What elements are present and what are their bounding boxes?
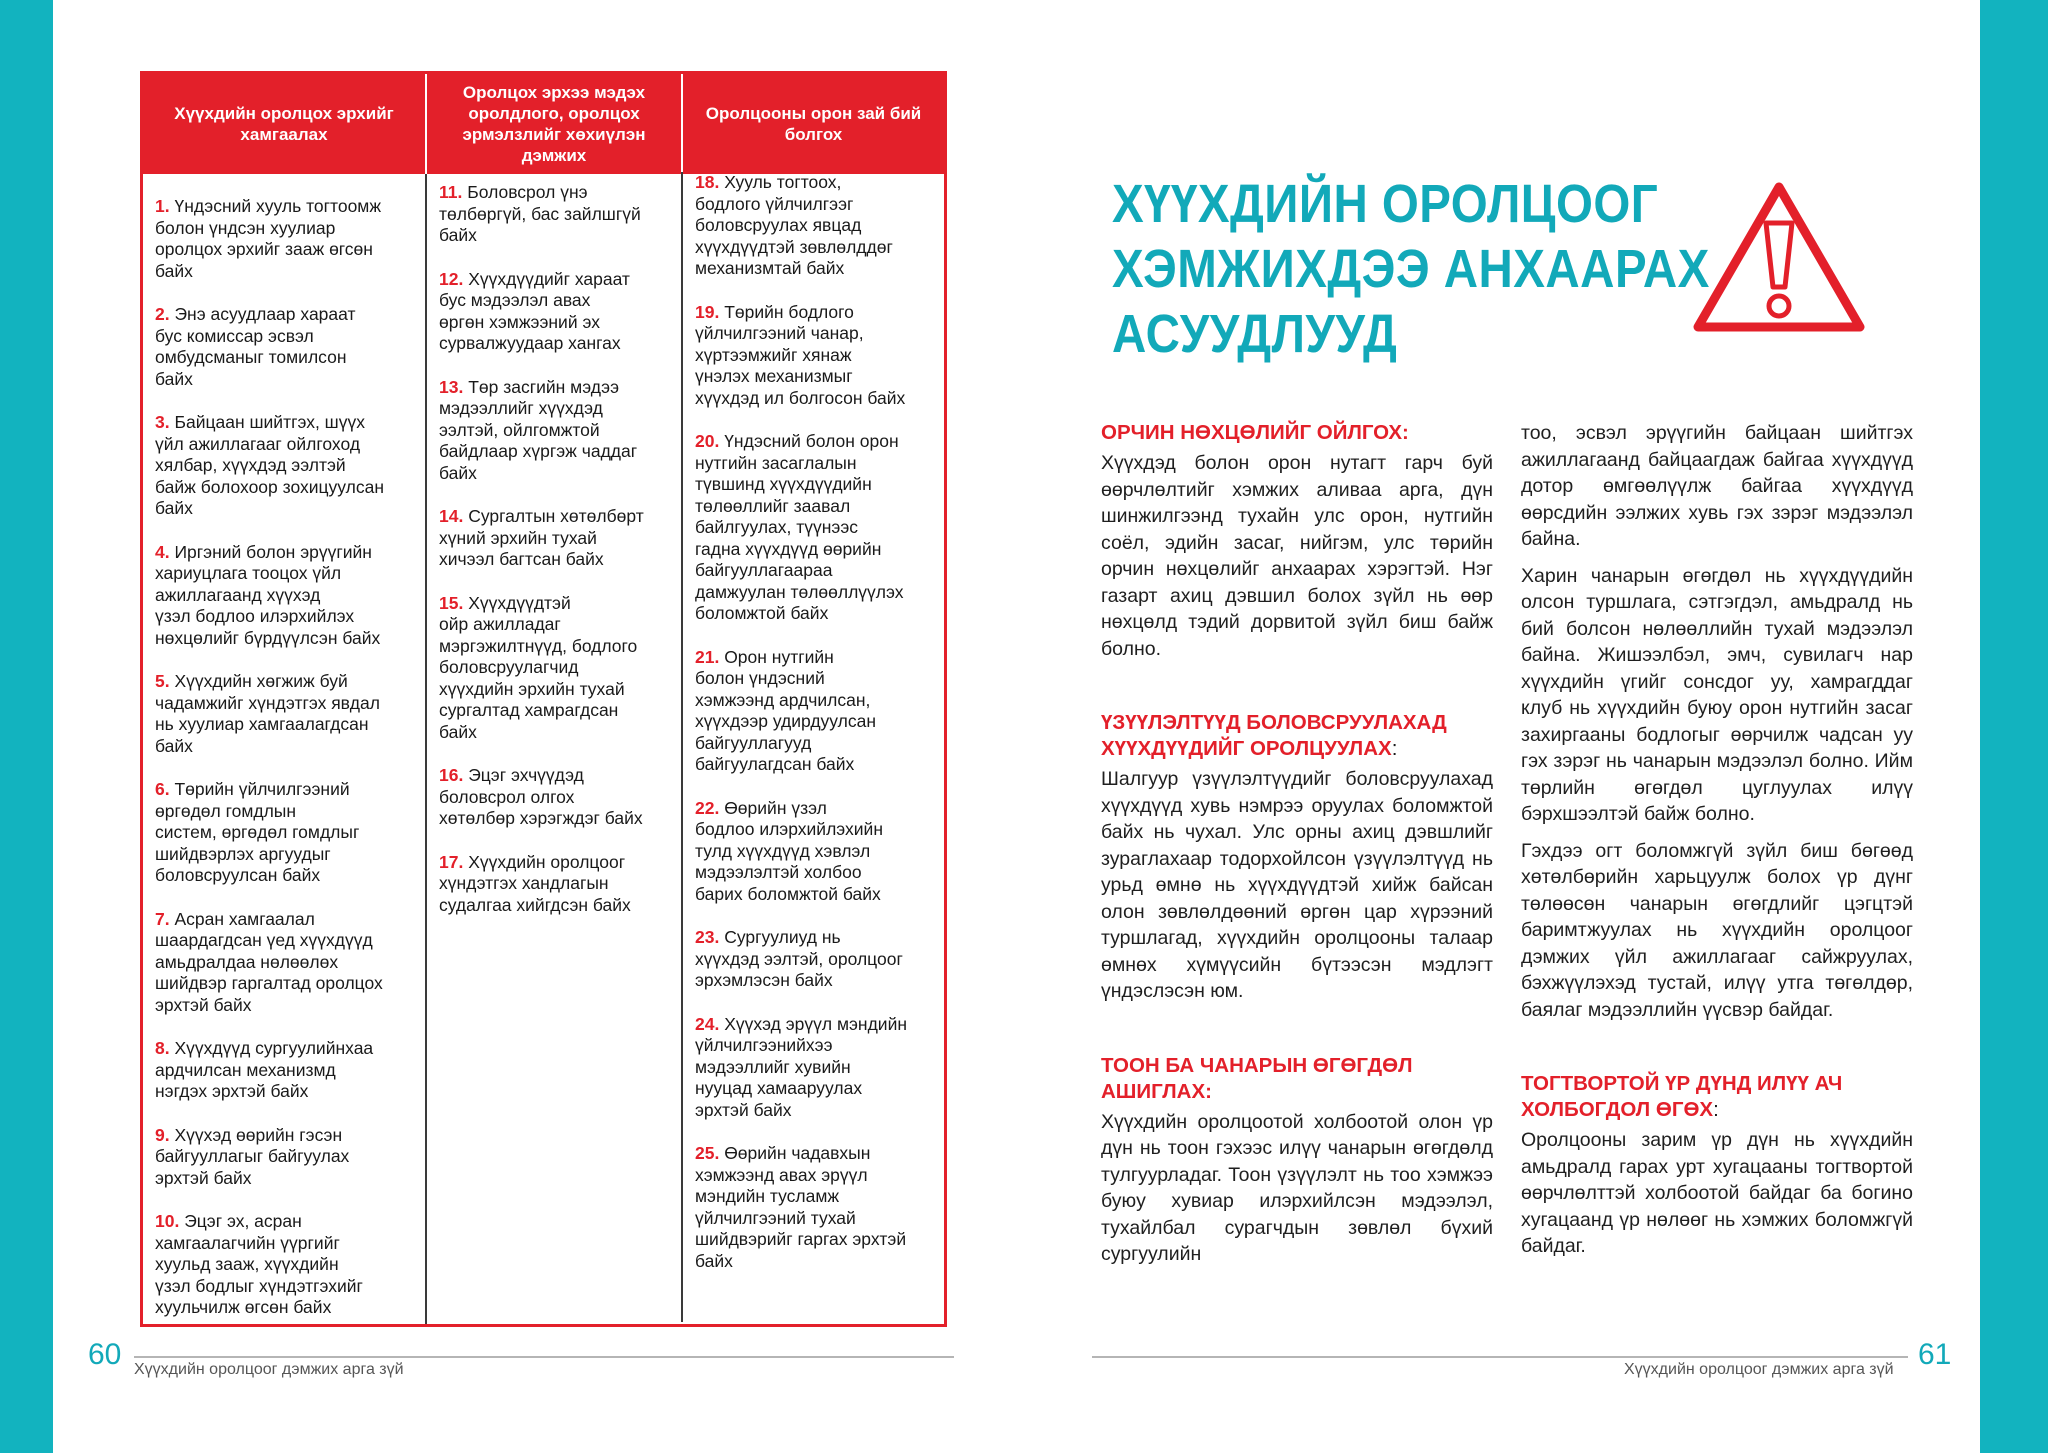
item-number: 11. (439, 182, 463, 202)
table-body (143, 174, 944, 1324)
item-number: 3. (155, 412, 170, 432)
item-text: Боловсрол үнэ төлбөргүй, бас зайлшгүй байх (439, 182, 641, 245)
item-number: 13. (439, 376, 464, 397)
item-number: 24. (695, 1013, 720, 1034)
title-line: ХҮҮХДИЙН ОРОЛЦООГ (1112, 174, 1659, 234)
item-text: Иргэний болон эрүүгийн хариуцлага тооцох үйл ажиллагаанд хүүхэд үзэл бодлоо илэрхийлэх нөхцөлийг бүрдүүлсэн байх (155, 541, 381, 648)
section-heading (1101, 710, 1493, 762)
table-header-cell: Хүүхдийн оролцох эрхийг хамгаалах (174, 104, 394, 144)
table-item (155, 671, 413, 757)
paragraph: Оролцооны зарим үр дүн нь хүүхдийн амьдралд гарах урт хугацааны тогтвортой өөрчлөлттэй холбоотой байдаг ба богино хугацаанд үр нөлөөг нь хэмжих боломжгүй байдаг. (1521, 1129, 1913, 1257)
item-text: Энэ асуудлаар хараат бус комиссар эсвэл омбудсманыг томилсон байх (155, 304, 356, 389)
table-column-2 (425, 174, 681, 1324)
item-number: 16. (439, 765, 464, 785)
table-item (155, 779, 413, 887)
table-item (695, 172, 932, 280)
item-number: 9. (155, 1124, 170, 1145)
item-number: 21. (695, 646, 720, 667)
item-number: 6. (155, 779, 170, 799)
paragraph: Харин чанарын өгөгдөл нь хүүхдүүдийн олсон туршлага, сэтгэгдэл, амьдралд нь бий болсон нөлөөллийн тухай мэдээлэл байна. Жишээлбэл, эмч, сувилагч нар хүүхдийн үгийг сонсдог уу, хамрагддаг клуб нь хүүхдийн буюу орон нутгийн засаг захиргааны бодлогыг өөрчилж чадсан уу гэх зэрэг нь чанарын мэдээлэл болно. Ийм төрлийн өгөгдөл цуглуулах илүү бэрхшээлтэй байж болно. (1521, 564, 1913, 825)
item-text: Эцэг эхчүүдэд боловсрол олгох хөтөлбөр хэрэгждэг байх (439, 765, 643, 828)
table-item (695, 1014, 932, 1122)
item-text: Орон нутгийн болон үндэсний хэмжээнд ардчилсан, хүүхдээр удирдуулсан байгууллагууд байгуулагдсан байх (695, 646, 877, 774)
item-text: Сургалтын хөтөлбөрт хүний эрхийн тухай хичээл багтсан байх (439, 506, 644, 569)
table-item (155, 412, 413, 520)
item-text: Хүүхдийн хөгжиж буй чадамжийг хүндэтгэх явдал нь хуулиар хамгаалагдсан байх (155, 671, 380, 756)
section-heading-text: ҮЗҮҮЛЭЛТҮҮД БОЛОВСРУУЛАХАД ХҮҮХДҮҮДИЙГ ОРОЛЦУУЛАХ (1101, 711, 1447, 760)
table-item (439, 377, 669, 485)
item-number: 14. (439, 506, 464, 526)
item-number: 25. (695, 1143, 720, 1163)
item-text: Төр засгийн мэдээ мэдээллийг хүүхдэд ээлтэй, ойлгомжтой байдлаар хүргэж чаддаг байх (439, 376, 638, 483)
paragraph: Хүүхдэд болон орон нутагт гарч буй өөрчлөлтийг хэмжих аливаа арга, дүн шинжилгээнд тухайн улс орон, нутгийн соёл, эдийн засаг, нийгэм, улс төрийн орчин нөхцөлийг анхаарах хэрэгтэй. Нэг газарт ахиц дэвшил болох зүйл нь өөр нөхцөлд тэдий дорвитой зүйл биш байж болно. (1101, 452, 1493, 660)
item-text: Үндэсний хууль тогтоомж болон үндсэн хуулиар оролцох эрхийг зааж өгсөн байх (155, 196, 382, 281)
table-item (695, 927, 932, 992)
section-heading (1521, 1071, 1913, 1123)
table-header-cell: Оролцох эрхээ мэдэх оролдлого, оролцох эрмэлзлийг хөхиүлэн дэмжих (425, 74, 681, 174)
item-text: Өөрийн чадавхын хэмжээнд авах эрүүл мэндийн тусламж үйлчилгээний тухай шийдвэрийг гаргах эрхтэй байх (695, 1143, 907, 1271)
table-column-1 (143, 174, 425, 1324)
item-number: 2. (155, 304, 170, 324)
footer-text-left: Хүүхдийн оролцоог дэмжих арга зүй (134, 1361, 404, 1378)
table-item (695, 647, 932, 776)
item-number: 20. (695, 431, 720, 451)
page-number-left: 60 (88, 1338, 122, 1371)
item-text: Хүүхдүүдтэй ойр ажилладаг мэргэжилтнүүд, бодлого боловсруулагчид хүүхдийн эрхийн тухай сургалтад хамрагдсан байх (439, 592, 638, 742)
table-item (695, 1143, 932, 1272)
text-column-right (1521, 420, 1913, 1270)
item-text: Эцэг эх, асран хамгаалагчийн үүргийг хуульд зааж, хүүхдийн үзэл бодлыг хүндэтгэхийг хуульчилж өгсөн байх (155, 1211, 363, 1317)
item-text: Төрийн бодлого үйлчилгээний чанар, хүртээмжийг хянаж үнэлэх механизмыг хүүхдэд ил болгосон байх (695, 301, 906, 408)
table-item (155, 304, 413, 390)
table-item (439, 765, 669, 830)
table-item (439, 593, 669, 744)
table-item (155, 1125, 413, 1190)
item-text: Хүүхдүүдийг хараат бус мэдээлэл авах өргөн хэмжээний эх сурвалжуудаар хангах (439, 268, 630, 353)
page-title (1112, 172, 1710, 367)
paragraph: Шалгуур үзүүлэлтүүдийг боловсруулахад хүүхдүүд хувь нэмрээ оруулах боломжтой байх нь чухал. Улс орны ахиц дэвшлийг зураглахаар тодорхойлсон үзүүлэлтүүд нь урьд өмнө нь хүүхдүүдтэй хийж байсан олон зөвлөлдөөний өргөн цар хүрээний туршлагад, хүүхдийн оролцооны талаар өмнөх хүмүүсийн бүтээсэн мэдлэгт үндэслэсэн юм. (1101, 768, 1493, 1002)
table-item (439, 852, 669, 917)
title-line: АСУУДЛУУД (1112, 304, 1398, 364)
table-header (143, 74, 944, 174)
text-column-left (1101, 420, 1493, 1278)
section-heading: ОРЧИН НӨХЦӨЛИЙГ ОЙЛГОХ: (1101, 421, 1409, 444)
paragraph: тоо, эсвэл эрүүгийн байцаан шийтгэх ажиллагаанд байцаагдаж байгаа хүүхдүүд дотор өмгөөлүүлж байгаа хүүхдүүд өөрсдийн ээлжих хувь гэх зэрэг мэдээлэл байна. (1521, 422, 1913, 550)
item-number: 4. (155, 541, 170, 562)
item-number: 19. (695, 301, 720, 322)
item-text: Төрийн үйлчилгээний өргөдөл гомдлын систем, өргөдөл гомдлыг шийдвэрлэх аргуудыг боловсруулсан байх (155, 779, 360, 885)
item-number: 8. (155, 1038, 170, 1058)
warning-icon (1688, 175, 1870, 343)
item-number: 23. (695, 927, 720, 947)
heading-colon: : (1391, 737, 1398, 760)
table-item (695, 302, 932, 410)
title-line: ХЭМЖИХДЭЭ АНХААРАХ (1112, 239, 1710, 299)
table-item (695, 431, 932, 625)
item-number: 5. (155, 671, 170, 691)
paragraph: Гэхдээ огт боломжгүй зүйл биш бөгөөд хөтөлбөрийн харьцуулж болох үр дүнг төлөөсөн чанарын өгөгдлийг цэгцтэй баримтжуулах нь хүүхдийн оролцоог дэмжих үйл ажиллагааг сайжруулах, бэхжүүлэхэд тустай, илүү утга төгөлдөр, баялаг мэдээллийн үүсвэр байдаг. (1521, 839, 1913, 1021)
item-number: 12. (439, 268, 464, 289)
right-edge-band (1980, 0, 2048, 1453)
table-item (155, 196, 413, 282)
paragraph: Хүүхдийн оролцоотой холбоотой олон үр дүн нь тоон гэхээс илүү чанарын өгөгдөлд тулгуурладаг. Тоон үзүүлэлт нь тоо хэмжээ буюу хувиар илэрхийлсэн мэдээлэл, тухайлбал сурагчдын зөвлөл бүхий сургуулийн (1101, 1110, 1493, 1265)
item-number: 1. (155, 196, 170, 216)
left-edge-band (0, 0, 53, 1453)
item-number: 7. (155, 908, 170, 929)
item-text: Асран хамгаалал шаардагдсан үед хүүхдүүд амьдралдаа нөлөөлөх шийдвэр гаргалтад оролцох эрхтэй байх (155, 908, 383, 1015)
heading-colon: : (1713, 1098, 1719, 1121)
item-text: Үндэсний болон орон нутгийн засаглалын түвшинд хүүхдүүдийн төлөөллийг заавал байлгуулах, түүнээс гадна хүүхдүүд өөрийн байгууллагаараа дамжуулан төлөөллүүлэх боломжтой байх (695, 431, 904, 623)
item-text: Сургуулиуд нь хүүхдэд ээлтэй, оролцоог эрхэмлэсэн байх (695, 927, 903, 990)
table-item (439, 182, 669, 247)
item-number: 22. (695, 797, 720, 818)
item-number: 10. (155, 1211, 180, 1231)
footer-text-right: Хүүхдийн оролцоог дэмжих арга зүй (1624, 1361, 1894, 1378)
item-text: Хууль тогтоох, бодлого үйлчилгээг боловсруулах явцад хүүхдүүдтэй зөвлөлддөг механизмтай байх (695, 172, 893, 278)
table-item (439, 269, 669, 355)
table-item (155, 909, 413, 1017)
table-item (155, 1038, 413, 1103)
footer-rule-left (134, 1356, 954, 1358)
item-text: Хүүхэд эрүүл мэндийн үйлчилгээнийхээ мэдээллийг хувийн нууцад хамааруулах эрхтэй байх (695, 1013, 908, 1120)
table-column-3 (681, 172, 944, 1322)
item-text: Хүүхэд өөрийн гэсэн байгууллагыг байгуулах эрхтэй байх (155, 1124, 350, 1188)
item-number: 18. (695, 172, 720, 192)
table-item (155, 542, 413, 650)
item-text: Хүүхдийн оролцоог хүндэтгэх хандлагын судалгаа хийгдсэн байх (439, 851, 631, 915)
participation-table (140, 71, 947, 1327)
table-header-cell: Оролцооны орон зай бий болгох (681, 74, 944, 174)
table-item (695, 798, 932, 906)
footer-rule-right (1092, 1356, 1908, 1358)
item-text: Хүүхдүүд сургуулийнхаа ардчилсан механизмд нэгдэх эрхтэй байх (155, 1038, 374, 1101)
section-heading-text: ТОГТВОРТОЙ ҮР ДҮНД ИЛҮҮ АЧ ХОЛБОГДОЛ ӨГӨХ (1521, 1072, 1843, 1121)
item-text: Өөрийн үзэл бодлоо илэрхийлэхийн тулд хүүхдүүд хэвлэл мэдээлэлтэй холбоо барих боломжтой байх (695, 797, 883, 904)
table-item (439, 506, 669, 571)
section-heading: ТООН БА ЧАНАРЫН ӨГӨГДӨЛ АШИГЛАХ: (1101, 1053, 1413, 1103)
item-number: 15. (439, 592, 464, 613)
item-text: Байцаан шийтгэх, шүүх үйл ажиллагааг ойлгоход хялбар, хүүхдэд ээлтэй байж болохоор зохицуулсан байх (155, 412, 385, 518)
page-number-right: 61 (1918, 1338, 1952, 1371)
item-number: 17. (439, 851, 464, 872)
table-item (155, 1211, 413, 1319)
